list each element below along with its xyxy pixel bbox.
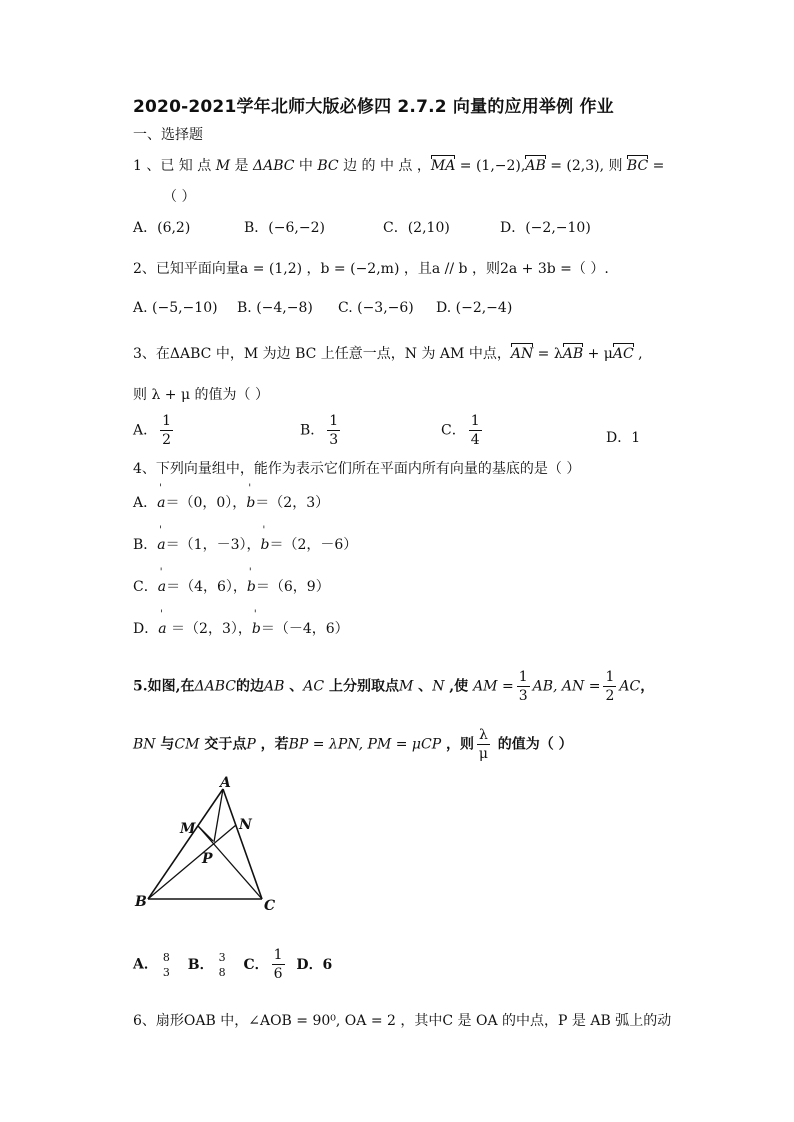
triangle-figure — [130, 775, 290, 915]
q1-option-c: C．(2,10) — [383, 220, 450, 236]
fraction: 3 8 — [218, 950, 226, 979]
q3-option-a: A． $\frac{1}{2}$ — [133, 413, 172, 448]
fraction: $\frac{1}{3}$ — [518, 669, 528, 704]
fraction: 8 3 — [162, 950, 170, 979]
question-5-line2: BN 与CM 交于点P ，若BP = λPN, PM = μCP ，则 $\frac{\lambda}{\mu}$ 的值为（ ） — [133, 727, 573, 762]
segment-mp — [198, 826, 213, 841]
q4-option-c: C．' a＝（4，6），' b＝（6，9） — [133, 576, 330, 596]
fraction: $\frac{1}{2}$ — [162, 413, 172, 448]
q5-options: A． 8 3 B． 3 8 C． $\frac{1}{6}$ D．6 — [133, 947, 333, 982]
question-4-stem: 4、下列向量组中，能作为表示它们所在平面内所有向量的基底的是（ ） — [133, 461, 581, 477]
label-c: C — [264, 898, 276, 914]
label-n: N — [239, 817, 252, 833]
label-b: B — [135, 894, 147, 910]
q3-option-d: D．1 — [606, 430, 641, 446]
q2-option-b: B. (−4,−8) — [237, 300, 313, 316]
q2-option-c: C. (−3,−6) — [338, 300, 414, 316]
question-6-stem: 6、扇形OAB 中，∠AOB = 90⁰, OA = 2 ，其中C 是 OA 的中点，P 是 AB 弧上的动 — [133, 1013, 672, 1029]
q3-option-c: C． $\frac{1}{4}$ — [441, 413, 480, 448]
question-1-stem: 1 、已 知 点 M 是 ΔABC 中 BC 边 的 中 点 ，MA = (1,−2),AB = (2,3), 则 BC = — [133, 158, 665, 174]
question-1-answer-blank: （ ） — [163, 189, 196, 205]
edge-ac — [223, 789, 262, 899]
label-p: P — [202, 851, 213, 867]
question-3-stem: 3、在ΔABC 中，M 为边 BC 上任意一点，N 为 AM 中点，AN = λAB + μAC , — [133, 346, 643, 362]
q1-option-a: A．(6,2) — [133, 220, 191, 236]
section-heading: 一、选择题 — [133, 127, 203, 143]
label-m: M — [180, 821, 196, 837]
q1-option-d: D．(−2,−10) — [500, 220, 591, 236]
fraction: $\frac{\lambda}{\mu}$ — [478, 727, 489, 762]
q1-option-b: B．(−6,−2) — [244, 220, 325, 236]
q4-option-b: B．' a＝（1，－3），' b＝（2，－6） — [133, 534, 357, 554]
question-5-line1: 5.如图,在ΔABC的边AB 、AC 上分别取点M 、N ,使 AM = $\frac{1}{3}$ AB, AN = $\frac{1}{2}$ AC， — [133, 669, 655, 704]
q2-option-d: D. (−2,−4) — [436, 300, 513, 316]
question-2-stem: 2、已知平面向量a = (1,2) ，b = (−2,m) ，且a // b ，则2a + 3b =（ ）. — [133, 261, 609, 277]
label-a: A — [220, 775, 231, 791]
edge-ab — [148, 789, 223, 899]
fraction: $\frac{1}{3}$ — [329, 413, 339, 448]
fraction: $\frac{1}{4}$ — [470, 413, 480, 448]
q2-option-a: A. (−5,−10) — [133, 300, 218, 316]
fraction: $\frac{1}{2}$ — [605, 669, 615, 704]
fraction: $\frac{1}{6}$ — [273, 947, 283, 982]
question-3-line2: 则 λ + μ 的值为（ ） — [133, 387, 269, 403]
q4-option-a: A．' a＝（0，0），' b＝（2，3） — [133, 492, 329, 512]
q3-option-b: B． $\frac{1}{3}$ — [300, 413, 339, 448]
q4-option-d: D．' a ＝（2，3），' b＝（－4，6） — [133, 618, 349, 638]
page-title: 2020-2021学年北师大版必修四 2.7.2 向量的应用举例 作业 — [133, 97, 614, 117]
